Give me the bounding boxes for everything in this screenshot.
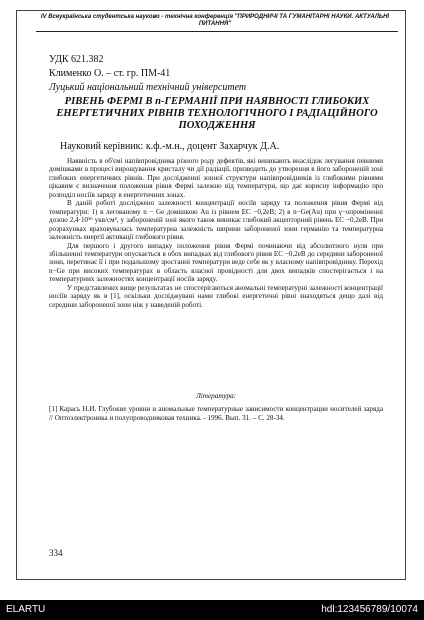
repository-name: ELARTU xyxy=(6,604,46,615)
conference-header: IV Всеукраїнська студентська науково - технічна конференція "ПРИРОДНИЧІ ТА ГУМАНІТАРНІ НАУКИ. АКТУАЛЬНІ ПИТАННЯ" xyxy=(40,14,390,27)
article-body xyxy=(49,157,383,309)
udk-code: УДК 621.382 xyxy=(49,54,104,65)
references-heading: Література: xyxy=(195,392,237,400)
paragraph: Для першого і другого випадку положення рівня Фермі починаючи від абсолютного нуля при збільшенні температури опускається в обох випадках від глибокого рівня EC −0,2eB до середини забороненої зони, перетинає її і при подальшому зростанні температури веде себе як у власному напівпровіднику. Перехід n−Ge при високих температурах в область власної провідності для двох випадків спостерігається і на температурних залежностях концентрації носіїв заряду. xyxy=(49,241,383,284)
university-name: Луцький національний технічний університет xyxy=(49,82,247,93)
paragraph: Наявність в об'ємі напівпровідника різного роду дефектів, які виникають внаслідок легування певними домішками в процесі вирощування кристалу чи дії радіації, призводить до утворення в його забороненій зоні глибоких енергетичних рівнів. При дослідженні зонної структури напівпровідників із глибокими рівнями цікавим є визначення положення рівня Фермі залежно від температури, що дає корисну інформацію про розподіл носіїв заряду в енергетичних зонах. xyxy=(49,157,383,199)
reference-item: [1] Карась Н.И. Глубокие уровни и аномальные температурные зависимости концентрации носителей заряда // Оптоэлектроника и полупроводниковая техника. - 1996. Вып. 31. – С. 28-34. xyxy=(49,405,383,422)
header-divider xyxy=(36,31,398,32)
supervisor-line: Науковий керівник: к.ф.-м.н., доцент Захарчук Д.А. xyxy=(60,141,280,152)
repository-footer xyxy=(0,600,424,620)
paragraph: В даній роботі досліджено залежності концентрації носіїв заряду та положення рівня Фермі від температури: 1) в легованому n − Ge домішкою Au із рівнем EC −0,2eB; 2) в n−Ge(Au) при γ−опроміненні дозою 2,4·10¹⁶ укв/см², у забороненій зоні якого також виникає глибокий акцепторний рівень EC −0,2eB. При розрахунках враховувалась температурна залежність ширини забороненої зони германію та температурна залежність енергії активації глибокого рівня. xyxy=(49,199,383,242)
author-line: Клименко О. – ст. гр. ПМ-41 xyxy=(49,68,171,79)
article-title: РІВЕНЬ ФЕРМІ В n-ГЕРМАНІЇ ПРИ НАЯВНОСТІ ГЛИБОКИХ ЕНЕРГЕТИЧНИХ РІВНІВ ТЕХНОЛОГІЧНОГО І РАДІАЦІЙНОГО ПОХОДЖЕННЯ xyxy=(56,96,378,131)
handle-id: hdl:123456789/10074 xyxy=(321,604,418,615)
paragraph: У представлених вище результатах не спостерігаються аномальні температурні залежності концентрації носіїв заряду як в [1], оскільки досліджувані нами глибокі енергетичні рівні знаходяться дещо далі від середини забороненої зони ніж у наведеній роботі. xyxy=(49,283,383,309)
page-number: 334 xyxy=(49,548,63,558)
